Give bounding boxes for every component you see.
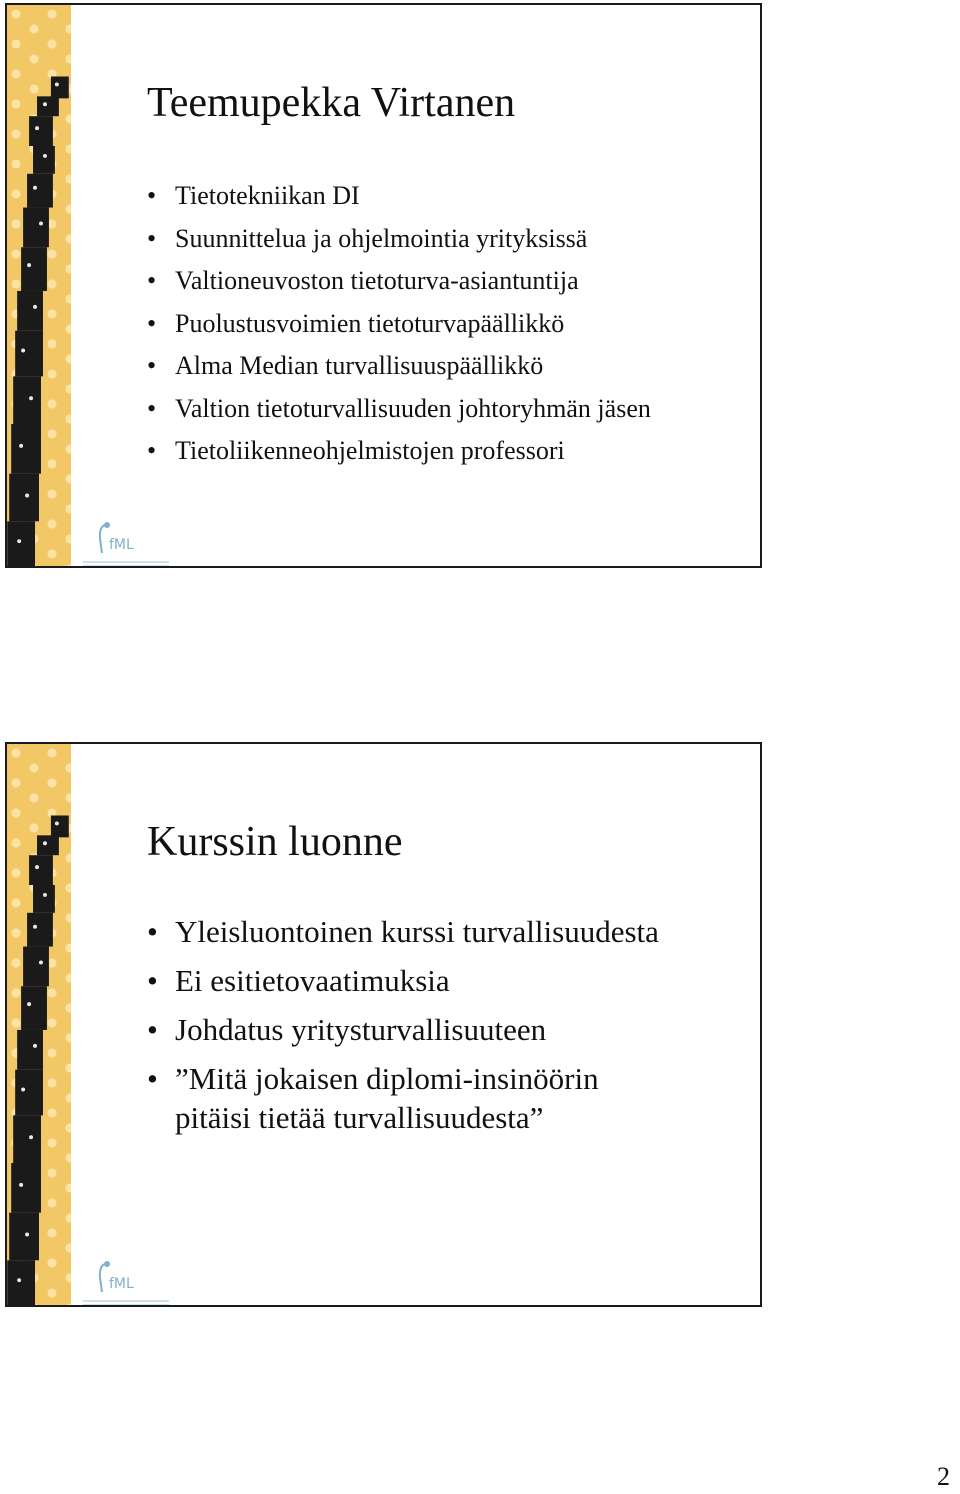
slide-2	[5, 742, 762, 1307]
list-item: • Puolustusvoimien tietoturvapäällikkö	[147, 303, 651, 346]
slide-title: Teemupekka Virtanen	[147, 80, 516, 126]
logo-text: fML	[109, 1276, 134, 1292]
list-item: • Valtioneuvoston tietoturva-asiantuntija	[147, 260, 651, 303]
page-number: 2	[937, 1462, 950, 1491]
list-item: • Yleisluontoinen kurssi turvallisuudesta	[147, 912, 659, 951]
block-column-graphic	[7, 744, 71, 1305]
list-item: • Johdatus yritysturvallisuuteen	[147, 1010, 659, 1049]
list-item: • Valtion tietoturvallisuuden johtoryhmän jäsen	[147, 388, 651, 431]
bullet-list	[147, 175, 651, 473]
logo-text: fML	[109, 537, 134, 553]
fml-logo	[75, 1258, 175, 1307]
slide-title: Kurssin luonne	[147, 819, 403, 865]
list-item: • Tietotekniikan DI	[147, 175, 651, 218]
fml-logo	[75, 519, 175, 568]
list-item: • Ei esitietovaatimuksia	[147, 961, 659, 1000]
block-column-graphic	[7, 5, 71, 566]
list-item: • Tietoliikenneohjelmistojen professori	[147, 430, 651, 473]
list-item: • ”Mitä jokaisen diplomi-insinöörin pitäisi tietää turvallisuudesta”	[147, 1059, 645, 1137]
list-item: • Alma Median turvallisuuspäällikkö	[147, 345, 651, 388]
list-item: • Suunnittelua ja ohjelmointia yrityksissä	[147, 218, 651, 261]
bullet-list	[147, 912, 659, 1147]
slide-1	[5, 3, 762, 568]
